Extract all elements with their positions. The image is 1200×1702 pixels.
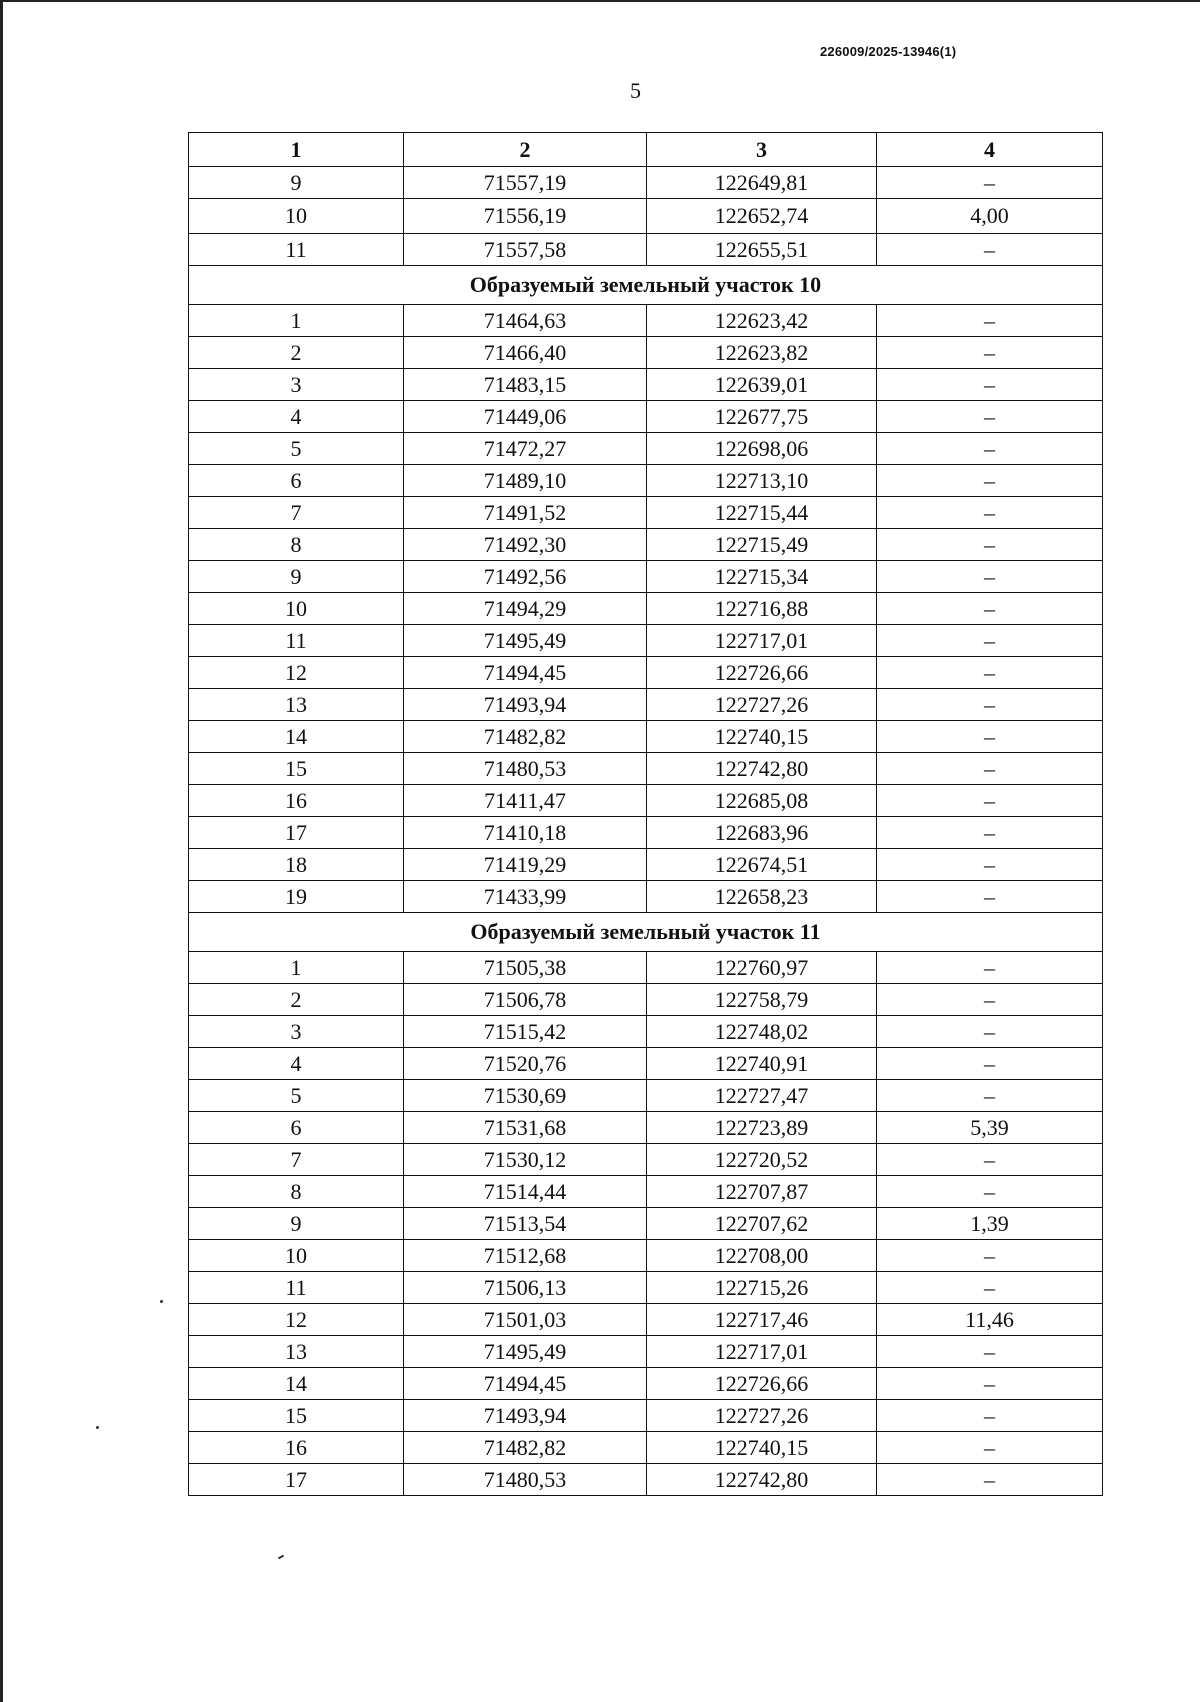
table-row — [189, 849, 1103, 881]
y-coordinate-cell: 122727,47 — [647, 1080, 877, 1112]
distance-cell: – — [877, 817, 1103, 849]
scan-speck — [96, 1426, 99, 1429]
point-number-cell: 11 — [189, 234, 404, 266]
distance-cell: – — [877, 1432, 1103, 1464]
point-number-cell: 7 — [189, 497, 404, 529]
table-row — [189, 1240, 1103, 1272]
point-number-cell: 5 — [189, 433, 404, 465]
x-coordinate-cell: 71557,58 — [404, 234, 647, 266]
table-row — [189, 1208, 1103, 1240]
page-border — [0, 0, 1200, 2]
distance-cell: – — [877, 1464, 1103, 1496]
distance-cell: – — [877, 1336, 1103, 1368]
point-number-cell: 16 — [189, 1432, 404, 1464]
table-row — [189, 1464, 1103, 1496]
x-coordinate-cell: 71501,03 — [404, 1304, 647, 1336]
distance-cell: – — [877, 1272, 1103, 1304]
x-coordinate-cell: 71493,94 — [404, 1400, 647, 1432]
distance-cell: – — [877, 529, 1103, 561]
y-coordinate-cell: 122740,15 — [647, 1432, 877, 1464]
table-row — [189, 817, 1103, 849]
table-row — [189, 1112, 1103, 1144]
distance-cell: – — [877, 401, 1103, 433]
point-number-cell: 10 — [189, 199, 404, 234]
table-row — [189, 1272, 1103, 1304]
section-title: Образуемый земельный участок 10 — [189, 266, 1103, 305]
table-row — [189, 1336, 1103, 1368]
x-coordinate-cell: 71531,68 — [404, 1112, 647, 1144]
column-header-3: 3 — [647, 133, 877, 167]
distance-cell: 1,39 — [877, 1208, 1103, 1240]
y-coordinate-cell: 122677,75 — [647, 401, 877, 433]
x-coordinate-cell: 71514,44 — [404, 1176, 647, 1208]
table-row — [189, 234, 1103, 266]
y-coordinate-cell: 122707,62 — [647, 1208, 877, 1240]
table-row — [189, 1368, 1103, 1400]
table-row — [189, 689, 1103, 721]
y-coordinate-cell: 122698,06 — [647, 433, 877, 465]
table-row — [189, 984, 1103, 1016]
point-number-cell: 3 — [189, 1016, 404, 1048]
column-header-2: 2 — [404, 133, 647, 167]
point-number-cell: 18 — [189, 849, 404, 881]
y-coordinate-cell: 122742,80 — [647, 753, 877, 785]
distance-cell: – — [877, 305, 1103, 337]
y-coordinate-cell: 122715,34 — [647, 561, 877, 593]
y-coordinate-cell: 122685,08 — [647, 785, 877, 817]
table-row — [189, 1176, 1103, 1208]
table-row — [189, 657, 1103, 689]
column-header-4: 4 — [877, 133, 1103, 167]
distance-cell: – — [877, 337, 1103, 369]
distance-cell: – — [877, 1048, 1103, 1080]
table-row — [189, 721, 1103, 753]
x-coordinate-cell: 71515,42 — [404, 1016, 647, 1048]
table-row — [189, 1400, 1103, 1432]
distance-cell: – — [877, 721, 1103, 753]
x-coordinate-cell: 71482,82 — [404, 1432, 647, 1464]
y-coordinate-cell: 122713,10 — [647, 465, 877, 497]
table-row — [189, 1432, 1103, 1464]
y-coordinate-cell: 122715,44 — [647, 497, 877, 529]
distance-cell: – — [877, 689, 1103, 721]
distance-cell: – — [877, 657, 1103, 689]
point-number-cell: 8 — [189, 529, 404, 561]
x-coordinate-cell: 71483,15 — [404, 369, 647, 401]
point-number-cell: 12 — [189, 1304, 404, 1336]
y-coordinate-cell: 122758,79 — [647, 984, 877, 1016]
y-coordinate-cell: 122683,96 — [647, 817, 877, 849]
table-row — [189, 1304, 1103, 1336]
point-number-cell: 3 — [189, 369, 404, 401]
distance-cell: – — [877, 1400, 1103, 1432]
distance-cell: 5,39 — [877, 1112, 1103, 1144]
x-coordinate-cell: 71482,82 — [404, 721, 647, 753]
distance-cell: – — [877, 1240, 1103, 1272]
table-row — [189, 881, 1103, 913]
y-coordinate-cell: 122674,51 — [647, 849, 877, 881]
y-coordinate-cell: 122723,89 — [647, 1112, 877, 1144]
point-number-cell: 1 — [189, 952, 404, 984]
table-row — [189, 561, 1103, 593]
x-coordinate-cell: 71506,78 — [404, 984, 647, 1016]
point-number-cell: 9 — [189, 1208, 404, 1240]
distance-cell: – — [877, 561, 1103, 593]
point-number-cell: 9 — [189, 167, 404, 199]
x-coordinate-cell: 71472,27 — [404, 433, 647, 465]
table-row — [189, 952, 1103, 984]
table-row — [189, 369, 1103, 401]
point-number-cell: 17 — [189, 1464, 404, 1496]
distance-cell: – — [877, 625, 1103, 657]
y-coordinate-cell: 122727,26 — [647, 1400, 877, 1432]
point-number-cell: 6 — [189, 465, 404, 497]
x-coordinate-cell: 71466,40 — [404, 337, 647, 369]
y-coordinate-cell: 122639,01 — [647, 369, 877, 401]
x-coordinate-cell: 71495,49 — [404, 1336, 647, 1368]
x-coordinate-cell: 71491,52 — [404, 497, 647, 529]
x-coordinate-cell: 71480,53 — [404, 1464, 647, 1496]
point-number-cell: 14 — [189, 1368, 404, 1400]
y-coordinate-cell: 122652,74 — [647, 199, 877, 234]
column-header-1: 1 — [189, 133, 404, 167]
point-number-cell: 6 — [189, 1112, 404, 1144]
point-number-cell: 16 — [189, 785, 404, 817]
distance-cell: – — [877, 952, 1103, 984]
distance-cell: – — [877, 753, 1103, 785]
x-coordinate-cell: 71513,54 — [404, 1208, 647, 1240]
distance-cell: – — [877, 433, 1103, 465]
distance-cell: – — [877, 1016, 1103, 1048]
point-number-cell: 13 — [189, 1336, 404, 1368]
scan-speck — [160, 1300, 163, 1303]
point-number-cell: 10 — [189, 593, 404, 625]
table-row — [189, 433, 1103, 465]
x-coordinate-cell: 71505,38 — [404, 952, 647, 984]
x-coordinate-cell: 71520,76 — [404, 1048, 647, 1080]
x-coordinate-cell: 71556,19 — [404, 199, 647, 234]
x-coordinate-cell: 71494,29 — [404, 593, 647, 625]
table-row — [189, 199, 1103, 234]
point-number-cell: 1 — [189, 305, 404, 337]
y-coordinate-cell: 122720,52 — [647, 1144, 877, 1176]
y-coordinate-cell: 122726,66 — [647, 1368, 877, 1400]
point-number-cell: 11 — [189, 1272, 404, 1304]
table-row — [189, 497, 1103, 529]
distance-cell: 4,00 — [877, 199, 1103, 234]
y-coordinate-cell: 122716,88 — [647, 593, 877, 625]
coordinates-table — [188, 132, 1103, 1496]
x-coordinate-cell: 71419,29 — [404, 849, 647, 881]
y-coordinate-cell: 122623,82 — [647, 337, 877, 369]
x-coordinate-cell: 71410,18 — [404, 817, 647, 849]
point-number-cell: 10 — [189, 1240, 404, 1272]
point-number-cell: 2 — [189, 984, 404, 1016]
distance-cell: – — [877, 1080, 1103, 1112]
point-number-cell: 7 — [189, 1144, 404, 1176]
point-number-cell: 15 — [189, 753, 404, 785]
distance-cell: – — [877, 849, 1103, 881]
x-coordinate-cell: 71530,69 — [404, 1080, 647, 1112]
table-row — [189, 1080, 1103, 1112]
y-coordinate-cell: 122717,01 — [647, 1336, 877, 1368]
table-row — [189, 753, 1103, 785]
x-coordinate-cell: 71492,56 — [404, 561, 647, 593]
distance-cell: 11,46 — [877, 1304, 1103, 1336]
table-row — [189, 1048, 1103, 1080]
y-coordinate-cell: 122717,01 — [647, 625, 877, 657]
x-coordinate-cell: 71492,30 — [404, 529, 647, 561]
distance-cell: – — [877, 1176, 1103, 1208]
distance-cell: – — [877, 881, 1103, 913]
y-coordinate-cell: 122727,26 — [647, 689, 877, 721]
x-coordinate-cell: 71512,68 — [404, 1240, 647, 1272]
y-coordinate-cell: 122649,81 — [647, 167, 877, 199]
distance-cell: – — [877, 785, 1103, 817]
x-coordinate-cell: 71411,47 — [404, 785, 647, 817]
point-number-cell: 2 — [189, 337, 404, 369]
table-row — [189, 401, 1103, 433]
y-coordinate-cell: 122715,26 — [647, 1272, 877, 1304]
y-coordinate-cell: 122623,42 — [647, 305, 877, 337]
point-number-cell: 14 — [189, 721, 404, 753]
x-coordinate-cell: 71530,12 — [404, 1144, 647, 1176]
table-row — [189, 625, 1103, 657]
point-number-cell: 19 — [189, 881, 404, 913]
table-row — [189, 1016, 1103, 1048]
table-body — [189, 167, 1103, 1496]
x-coordinate-cell: 71557,19 — [404, 167, 647, 199]
distance-cell: – — [877, 234, 1103, 266]
y-coordinate-cell: 122760,97 — [647, 952, 877, 984]
table-row — [189, 1144, 1103, 1176]
y-coordinate-cell: 122658,23 — [647, 881, 877, 913]
distance-cell: – — [877, 1368, 1103, 1400]
table-row — [189, 167, 1103, 199]
table-row — [189, 305, 1103, 337]
x-coordinate-cell: 71489,10 — [404, 465, 647, 497]
section-title: Образуемый земельный участок 11 — [189, 913, 1103, 952]
point-number-cell: 15 — [189, 1400, 404, 1432]
point-number-cell: 5 — [189, 1080, 404, 1112]
y-coordinate-cell: 122742,80 — [647, 1464, 877, 1496]
section-header-row — [189, 266, 1103, 305]
x-coordinate-cell: 71480,53 — [404, 753, 647, 785]
x-coordinate-cell: 71506,13 — [404, 1272, 647, 1304]
x-coordinate-cell: 71464,63 — [404, 305, 647, 337]
y-coordinate-cell: 122740,15 — [647, 721, 877, 753]
distance-cell: – — [877, 593, 1103, 625]
page-border-left — [0, 0, 3, 1702]
point-number-cell: 11 — [189, 625, 404, 657]
y-coordinate-cell: 122748,02 — [647, 1016, 877, 1048]
distance-cell: – — [877, 465, 1103, 497]
point-number-cell: 4 — [189, 401, 404, 433]
distance-cell: – — [877, 497, 1103, 529]
y-coordinate-cell: 122655,51 — [647, 234, 877, 266]
page-number: 5 — [630, 78, 641, 103]
y-coordinate-cell: 122740,91 — [647, 1048, 877, 1080]
x-coordinate-cell: 71495,49 — [404, 625, 647, 657]
y-coordinate-cell: 122715,49 — [647, 529, 877, 561]
table-header-row — [189, 133, 1103, 167]
point-number-cell: 12 — [189, 657, 404, 689]
point-number-cell: 4 — [189, 1048, 404, 1080]
document-number: 226009/2025-13946(1) — [820, 44, 957, 59]
table-row — [189, 593, 1103, 625]
distance-cell: – — [877, 984, 1103, 1016]
y-coordinate-cell: 122707,87 — [647, 1176, 877, 1208]
distance-cell: – — [877, 1144, 1103, 1176]
scan-mark — [278, 1555, 284, 1560]
point-number-cell: 8 — [189, 1176, 404, 1208]
x-coordinate-cell: 71494,45 — [404, 657, 647, 689]
x-coordinate-cell: 71449,06 — [404, 401, 647, 433]
x-coordinate-cell: 71494,45 — [404, 1368, 647, 1400]
distance-cell: – — [877, 369, 1103, 401]
table-row — [189, 785, 1103, 817]
point-number-cell: 9 — [189, 561, 404, 593]
x-coordinate-cell: 71493,94 — [404, 689, 647, 721]
x-coordinate-cell: 71433,99 — [404, 881, 647, 913]
y-coordinate-cell: 122717,46 — [647, 1304, 877, 1336]
y-coordinate-cell: 122708,00 — [647, 1240, 877, 1272]
point-number-cell: 13 — [189, 689, 404, 721]
table-row — [189, 337, 1103, 369]
section-header-row — [189, 913, 1103, 952]
table-row — [189, 529, 1103, 561]
table-row — [189, 465, 1103, 497]
distance-cell: – — [877, 167, 1103, 199]
y-coordinate-cell: 122726,66 — [647, 657, 877, 689]
point-number-cell: 17 — [189, 817, 404, 849]
